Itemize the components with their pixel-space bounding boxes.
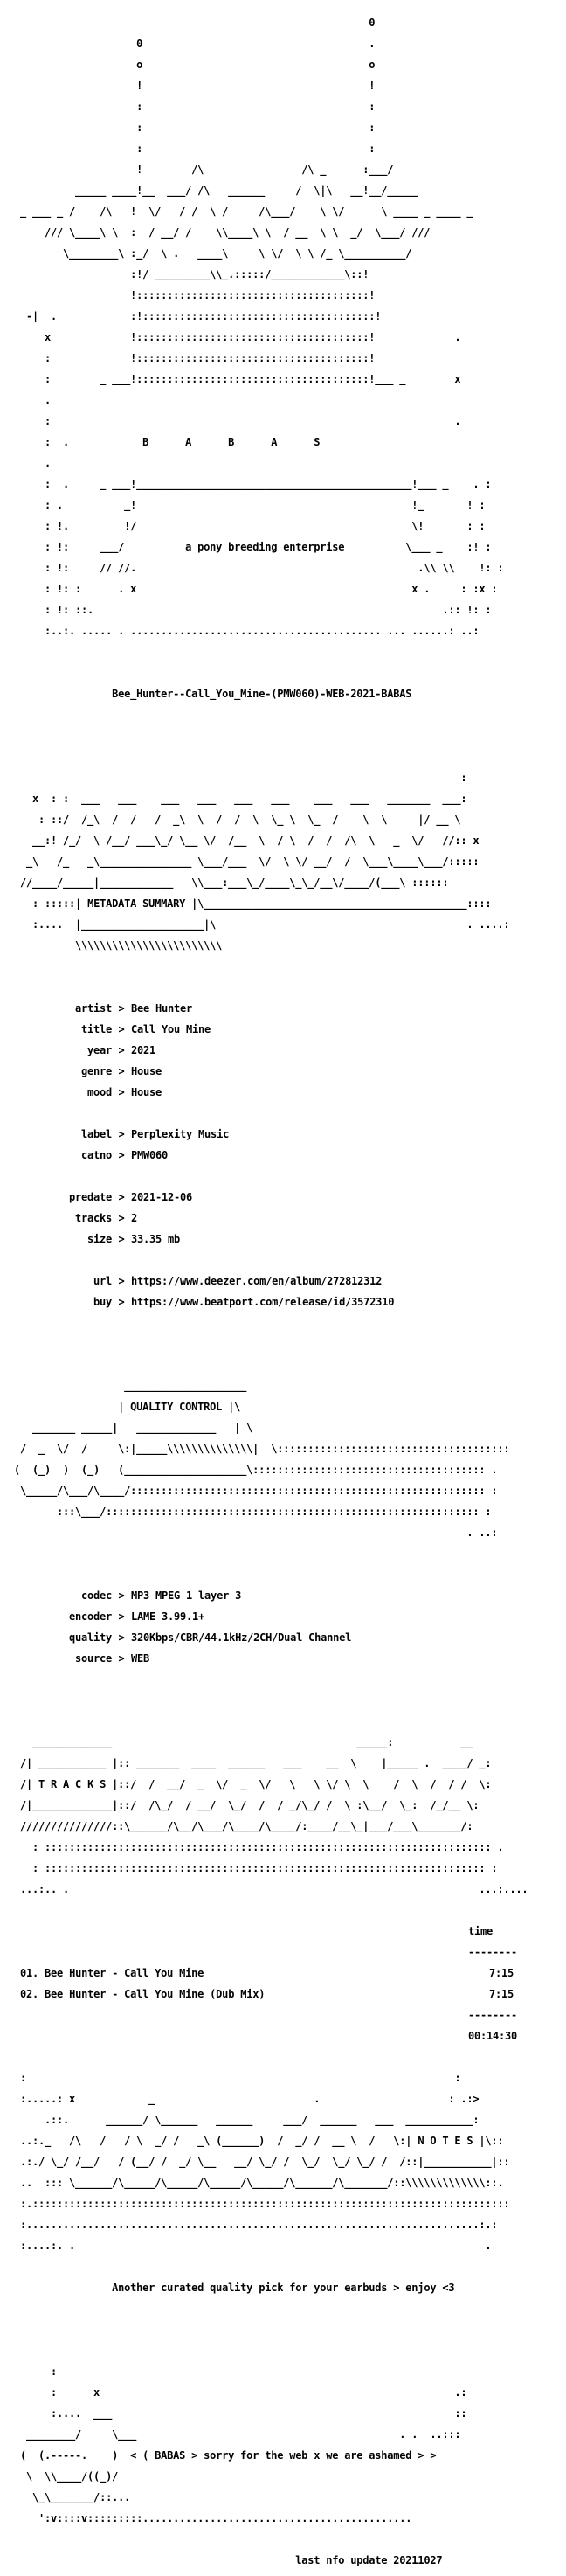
banner-ornament-row: : . B A B A S — [14, 436, 321, 448]
track-artist: Bee Hunter — [45, 1967, 107, 1979]
artist-value: Bee Hunter — [131, 1002, 193, 1014]
ascii-art: :.....: x _ . : .:> — [14, 2093, 480, 2105]
metadata-header-row: : :::::| METADATA SUMMARY |\___________________________________________:::: — [14, 897, 492, 910]
metadata-section-header: METADATA SUMMARY — [87, 897, 186, 910]
quality-key: codec — [80, 1589, 112, 1602]
source-value: WEB — [131, 1652, 150, 1665]
ascii-art: \ \\____/((_)/ — [14, 2470, 119, 2483]
metadata-key: label — [80, 1128, 112, 1140]
metadata-row-label: label > Perplexity Music — [14, 1129, 566, 1139]
ascii-art: : . — [14, 415, 461, 427]
buy-link[interactable]: https://www.beatport.com/release/id/3572310 — [131, 1296, 395, 1308]
catno-value: PMW060 — [131, 1149, 169, 1161]
time-header: time — [468, 1925, 494, 1937]
ascii-art: :....:. . . — [14, 2240, 492, 2252]
ascii-art: /// \____\ \ : / __/ / \\____\ \ / __ \ \ _/ \___/ /// — [14, 226, 431, 239]
track-number: 02. — [20, 1988, 39, 2000]
ascii-art: : !: : . x x . : :x : — [14, 583, 498, 595]
ascii-art: //____/_____|____________ \\___:___\_/____\_\_/__\/____/(___\ :::::: — [14, 876, 449, 889]
ascii-art: :.... ___ :: — [14, 2407, 467, 2420]
banner-ornament: B A B A S — [142, 436, 321, 448]
quality-row-codec: codec > MP3 MPEG 1 layer 3 — [14, 1590, 566, 1601]
ascii-art: / _ \/ / \:|_____\\\\\\\\\\\\\\| \:::::::::::::::::::::::::::::::::::::: — [14, 1443, 510, 1455]
notes-text: Another curated quality pick for your earbuds > enjoy <3 — [112, 2282, 455, 2294]
quality-section-header: QUALITY CONTROL — [130, 1401, 223, 1413]
ascii-art: ':v::::v:::::::::............................................ — [14, 2512, 412, 2524]
ascii-art: :..:. ..... . ......................................... ... ......: ..: — [14, 625, 480, 637]
encoder-value: LAME 3.99.1+ — [131, 1610, 205, 1623]
ascii-art: !::::::::::::::::::::::::::::::::::::::! — [14, 289, 376, 301]
ascii-art: : x .: — [14, 2386, 467, 2399]
metadata-row-artist: artist > Bee Hunter — [14, 1003, 566, 1014]
metadata-row-mood: mood > House — [14, 1087, 566, 1098]
ascii-art: \\\\\\\\\\\\\\\\\\\\\\\\ — [14, 939, 223, 952]
predate-value: 2021-12-06 — [131, 1191, 193, 1203]
ascii-art: __:! /_/ \ /__/ ___\_/ \__ \/ /__ \ / \ / / /\ \ _ \/ //:: x — [14, 834, 480, 847]
ascii-art: ///////////////::\______/\__/\___/\____/\____/:____/__\_|___/___\_______/: — [14, 1820, 473, 1832]
ascii-art: _______ _____| _____________ | \ — [14, 1422, 253, 1434]
ascii-art: x : : ___ ___ ___ ___ ___ ___ ___ ___ _______ ___: — [14, 793, 467, 805]
metadata-row-catno: catno > PMW060 — [14, 1150, 566, 1160]
ascii-art: :.... |____________________|\ . ....: — [14, 918, 510, 931]
ascii-art: : : — [14, 121, 376, 134]
ascii-art: :!/ _________\\_.:::::/____________\::! — [14, 268, 369, 280]
ascii-art: : !: ::. .:: !: : — [14, 604, 492, 616]
title-value: Call You Mine — [131, 1023, 211, 1035]
ascii-art: \_____/\___/\____/:::::::::::::::::::::::::::::::::::::::::::::::::::::::::: : — [14, 1485, 498, 1497]
quality-row-quality: quality > 320Kbps/CBR/44.1kHz/2CH/Dual Channel — [14, 1632, 566, 1643]
genre-value: House — [131, 1065, 162, 1077]
release-title: Bee_Hunter--Call_You_Mine-(PMW060)-WEB-2021-BABAS — [112, 688, 412, 700]
track-time: 7:15 — [489, 1967, 514, 1979]
ascii-art: . — [14, 394, 52, 406]
banner-tagline-row: : !: ___/ a pony breeding enterprise \___ _ :! : — [14, 541, 492, 553]
ascii-art: o o — [14, 59, 376, 71]
ascii-art: : . _ ___!_____________________________________________!___ _ . : — [14, 478, 492, 490]
ascii-art: :::\___/::::::::::::::::::::::::::::::::::::::::::::::::::::::::::::: : — [14, 1506, 492, 1518]
ascii-art: : — [14, 2365, 58, 2378]
ascii-art: 0 . — [14, 38, 376, 50]
ascii-art: ! /\ /\ _ :___/ — [14, 163, 394, 176]
notes-section-header: N O T E S — [418, 2135, 473, 2147]
track-number: 01. — [20, 1967, 39, 1979]
ascii-art: _____________ _____: __ — [14, 1736, 473, 1748]
metadata-row-genre: genre > House — [14, 1066, 566, 1077]
ascii-art: : !. !/ \! : : — [14, 520, 486, 532]
ascii-art: ________/ \___ . . ..::: — [14, 2428, 461, 2441]
notes-header-row: ..:._ /\ / / \ _/ / _\ (______) / _/ / __ \ / \:| N O T E S |\:: — [14, 2135, 504, 2147]
last-update: last nfo update 20211027 — [295, 2554, 443, 2566]
quality-header-row: | QUALITY CONTROL |\ — [14, 1401, 241, 1413]
track-title: Call You Mine (Dub Mix) — [124, 1988, 266, 2000]
total-rule: -------- — [468, 2009, 518, 2021]
metadata-row-buy: buy > https://www.beatport.com/release/id/3572310 — [14, 1297, 566, 1307]
ascii-art: : : — [14, 100, 376, 113]
ascii-art: :.:::::::::::::::::::::::::::::::::::::::::::::::::::::::::::::::::::::::::::::: — [14, 2198, 510, 2210]
ascii-art: : . _! !_ ! : — [14, 499, 486, 511]
tracks-header-row: /| T R A C K S |::/ / __/ _ \/ _ \/ \ \ \/ \ \ / \ / / / \: — [14, 1778, 492, 1790]
ascii-art: ...:.. . ...:.... — [14, 1883, 528, 1895]
ascii-art: _\ /_ _\_______________ \___/___ \/ \ \/ __/ / \___\____\___/::::: — [14, 855, 480, 868]
metadata-row-year: year > 2021 — [14, 1045, 566, 1056]
ascii-art: : !::::::::::::::::::::::::::::::::::::::! — [14, 352, 376, 364]
quality-value: 320Kbps/CBR/44.1kHz/2CH/Dual Channel — [131, 1631, 352, 1644]
total-time: 00:14:30 — [468, 2030, 518, 2042]
track-row: 02. Bee Hunter - Call You Mine (Dub Mix) 7:15 — [20, 1988, 514, 2000]
metadata-key: genre — [80, 1065, 112, 1077]
metadata-key: catno — [80, 1149, 112, 1161]
ascii-art: ( (_) ) (_) (____________________\:::::::::::::::::::::::::::::::::::::: . — [14, 1464, 498, 1476]
quality-row-encoder: encoder > LAME 3.99.1+ — [14, 1611, 566, 1622]
tracks-value: 2 — [131, 1212, 138, 1224]
last-update-row — [14, 2555, 566, 2566]
track-row: 01. Bee Hunter - Call You Mine 7:15 — [20, 1967, 514, 1979]
ascii-art: \_\_______/::... — [14, 2491, 131, 2503]
metadata-key: mood — [86, 1086, 112, 1098]
ascii-art: : !: // //. .\\ \\ !: : — [14, 562, 504, 574]
quality-key: source — [74, 1652, 112, 1665]
footer-message-row: ( (.-----. ) < ( BABAS > sorry for the web x we are ashamed > > — [14, 2449, 437, 2462]
footer-message: < ( BABAS > sorry for the web x we are ashamed > > — [130, 2449, 437, 2462]
ascii-art: 0 — [14, 17, 376, 29]
metadata-key: buy — [93, 1296, 112, 1308]
metadata-key: size — [86, 1233, 112, 1245]
metadata-row-size: size > 33.35 mb — [14, 1234, 566, 1244]
ascii-art: : :::::::::::::::::::::::::::::::::::::::::::::::::::::::::::::::::::::::: : — [14, 1862, 498, 1874]
notes-row — [14, 2282, 566, 2293]
ascii-art: : : — [14, 2072, 461, 2084]
time-rule: -------- — [468, 1946, 518, 1958]
label-value: Perplexity Music — [131, 1128, 230, 1140]
url-link[interactable]: https://www.deezer.com/en/album/272812312 — [131, 1275, 383, 1287]
ascii-art: : ::/ /_\ / / / _\ \ / / \ \_ \ \_ / \ \ |/ __ \ — [14, 814, 461, 826]
tracks-section-header: T R A C K S — [38, 1778, 107, 1790]
metadata-key: year — [86, 1044, 112, 1056]
size-value: 33.35 mb — [131, 1233, 181, 1245]
codec-value: MP3 MPEG 1 layer 3 — [131, 1589, 242, 1602]
ascii-art: x !::::::::::::::::::::::::::::::::::::::! . — [14, 331, 461, 343]
quality-row-source: source > WEB — [14, 1653, 566, 1664]
metadata-row-url: url > https://www.deezer.com/en/album/272812312 — [14, 1276, 566, 1286]
metadata-key: title — [80, 1023, 112, 1035]
metadata-key: url — [93, 1275, 112, 1287]
year-value: 2021 — [131, 1044, 156, 1056]
quality-key: quality — [68, 1631, 112, 1644]
ascii-art: ____________________ — [14, 1380, 247, 1392]
track-artist: Bee Hunter — [45, 1988, 107, 2000]
ascii-art: _____ ____!__ ___/ /\ ______ / \|\ __!__/_____ — [14, 184, 418, 197]
ascii-art: \________\ :_/ \ . ____\ \ \/ \ \ /_ \__________/ — [14, 247, 412, 260]
ascii-art: : ::::::::::::::::::::::::::::::::::::::::::::::::::::::::::::::::::::::::: . — [14, 1841, 504, 1853]
metadata-row-title: title > Call You Mine — [14, 1024, 566, 1035]
ascii-art: . — [14, 457, 52, 469]
ascii-art: -| . :!::::::::::::::::::::::::::::::::::::::! — [14, 310, 382, 322]
banner-tagline: a pony breeding enterprise — [185, 541, 345, 553]
ascii-art: : : — [14, 142, 376, 155]
metadata-row-tracks: tracks > 2 — [14, 1213, 566, 1223]
ascii-art: /|_____________|::/ /\_/ / __/ \_/ / / _/\_/ / \ :\__/ \_: /_/__ \: — [14, 1799, 480, 1811]
metadata-key: predate — [68, 1191, 112, 1203]
release-title-row — [14, 689, 566, 699]
mood-value: House — [131, 1086, 162, 1098]
ascii-art: .. ::: \______/\_____/\_____/\_____/\_____/\______/\_______/::\\\\\\\\\\\\\::. — [14, 2177, 504, 2189]
ascii-art: .::. ______/ \______ ______ ___/ ______ ___ ___________: — [14, 2114, 480, 2126]
ascii-art: :..........................................................................:.: — [14, 2219, 498, 2231]
ascii-art: /| ___________ |:: _______ ____ ______ ___ __ \ |_____ . ____/ _: — [14, 1757, 492, 1769]
metadata-key: tracks — [74, 1212, 112, 1224]
metadata-row-predate: predate > 2021-12-06 — [14, 1192, 566, 1202]
track-time: 7:15 — [489, 1988, 514, 2000]
ascii-art: .:./ \_/ /__/ / (__/ / _/ \__ __/ \_/ / \_/ \_/ \_/ / /::|___________|:: — [14, 2156, 510, 2168]
track-title: Call You Mine — [124, 1967, 204, 1979]
ascii-art: ! ! — [14, 80, 376, 92]
metadata-key: artist — [74, 1002, 112, 1014]
ascii-art: _ ___ _ / /\ ! \/ / / \ / /\___/ \ \/ \ ____ _ ____ _ — [14, 205, 473, 218]
quality-key: encoder — [68, 1610, 112, 1623]
ascii-art: : _ ___!::::::::::::::::::::::::::::::::::::::!___ _ x — [14, 373, 461, 385]
ascii-art: . ..: — [14, 1527, 498, 1539]
ascii-art: : — [14, 772, 467, 784]
